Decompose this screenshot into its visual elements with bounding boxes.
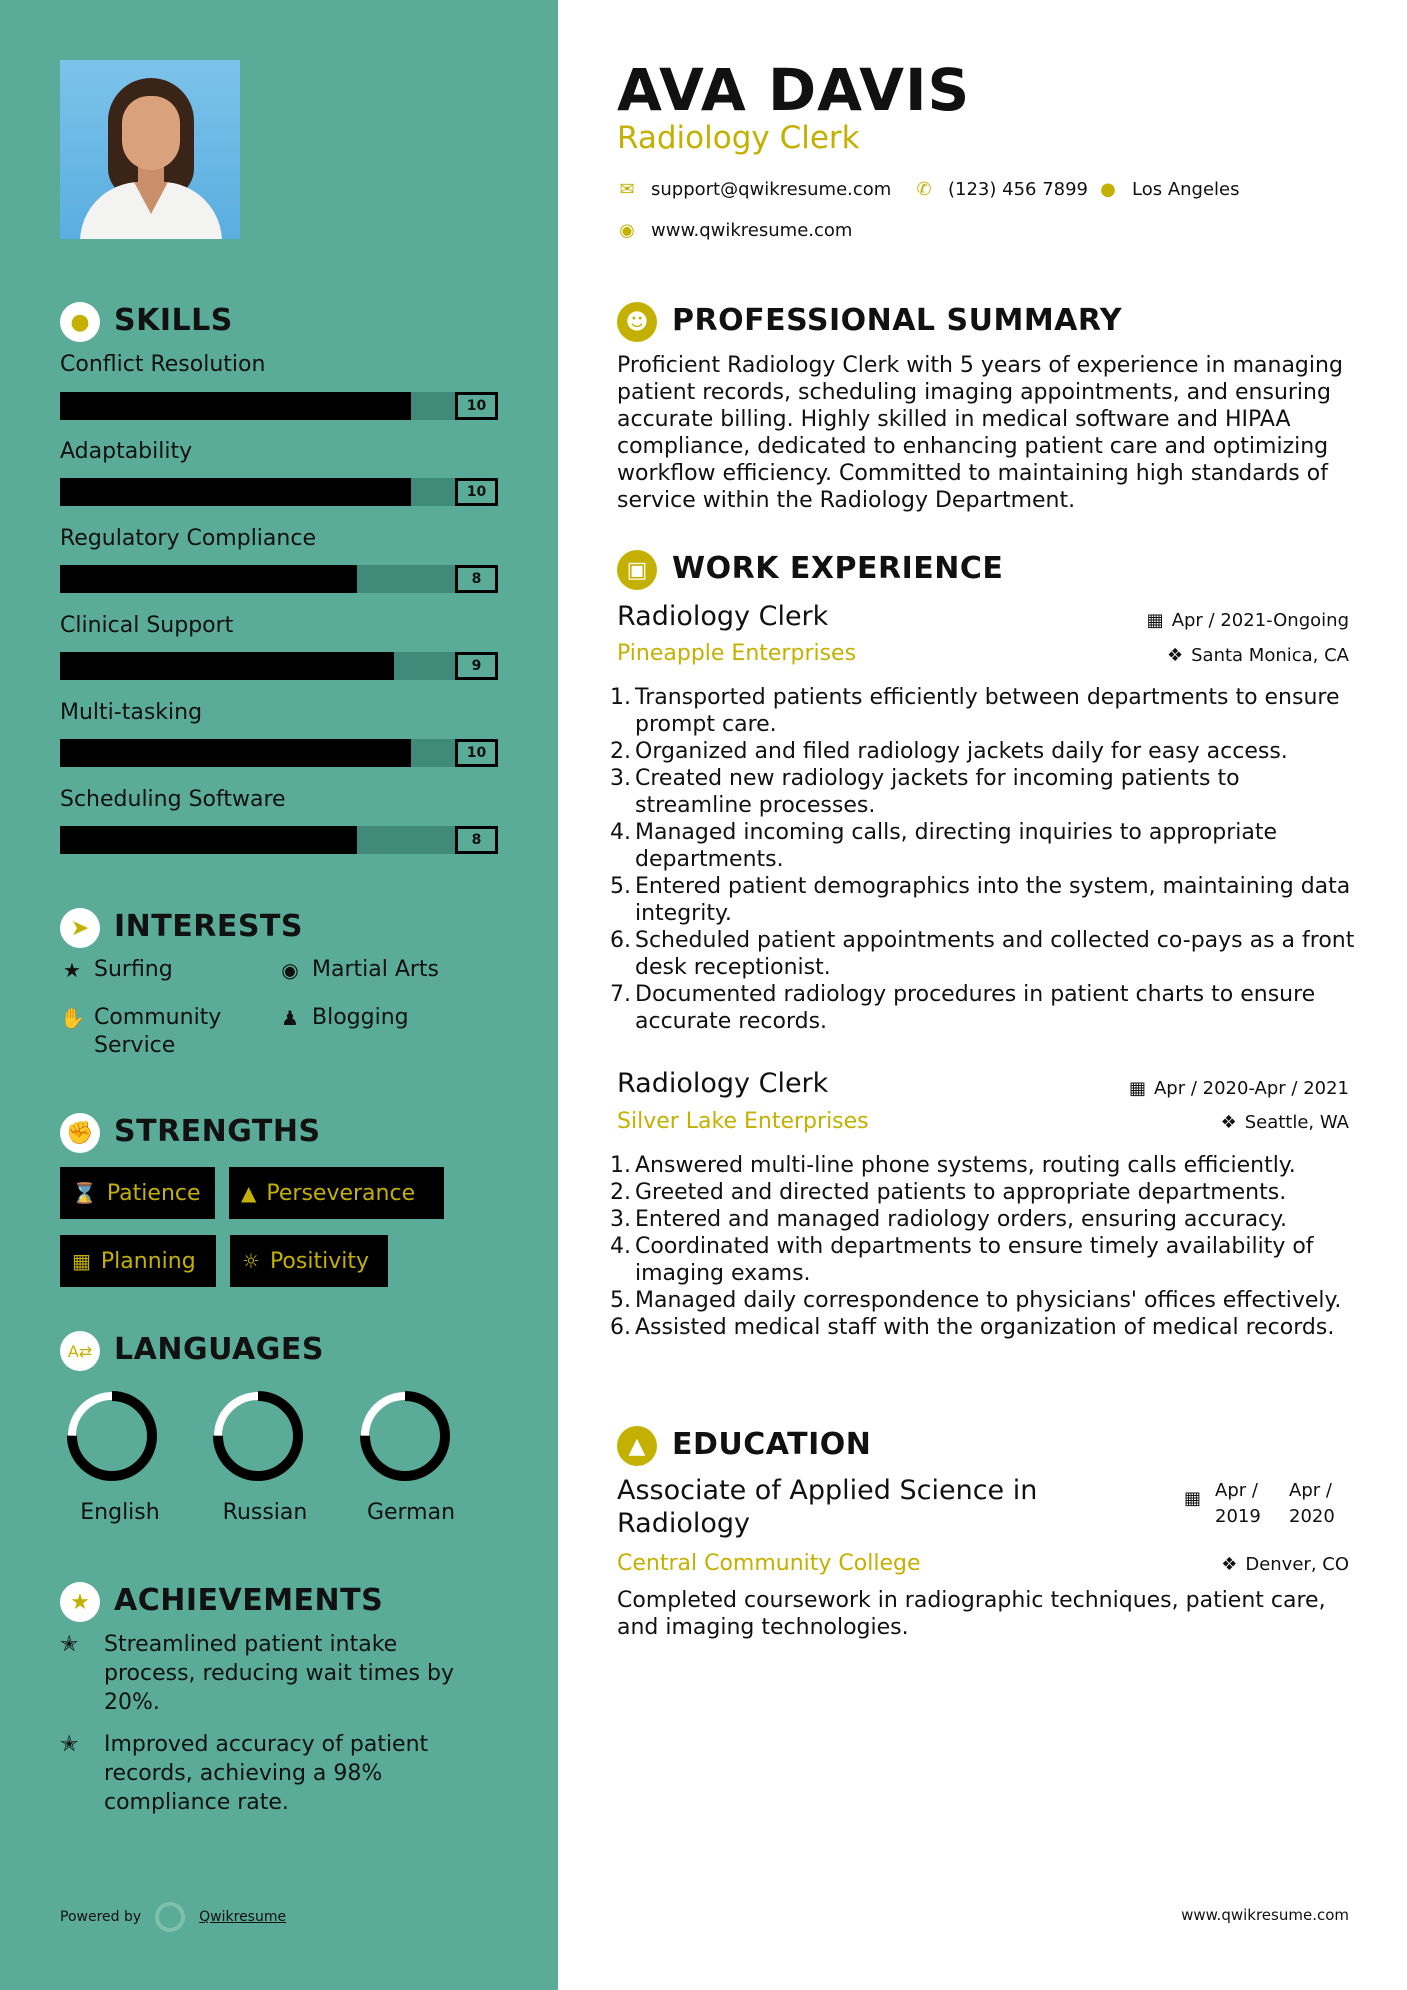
skill-name: Conflict Resolution (60, 352, 266, 377)
education-location (1221, 1554, 1349, 1575)
education-end: Apr / 2020 (1289, 1480, 1335, 1527)
candidate-name: AVA DAVIS (617, 56, 971, 124)
education-location-text: Denver, CO (1245, 1554, 1349, 1575)
globe-icon: ◉ (281, 958, 299, 982)
achievement-item (60, 1630, 480, 1717)
summary-heading: PROFESSIONAL SUMMARY (672, 303, 1123, 338)
achievement-item (60, 1730, 480, 1817)
interest-label: Martial Arts (312, 957, 440, 982)
location-text: Los Angeles (1132, 179, 1240, 200)
duty-item: Organized and filed radiology jackets daily for easy access. (635, 739, 1288, 764)
briefcase-icon: ▣ (617, 550, 657, 590)
contact-website[interactable] (617, 220, 852, 241)
duty-item: Entered and managed radiology orders, ensuring accuracy. (635, 1207, 1288, 1232)
candidate-role: Radiology Clerk (617, 120, 860, 156)
duty-item: Managed daily correspondence to physicians' offices effectively. (635, 1288, 1342, 1313)
duty-item: Managed incoming calls, directing inquiries to appropriate departments. (635, 820, 1278, 872)
skill-score: 10 (455, 478, 498, 506)
education-dates (1184, 1478, 1349, 1530)
strength-badge (60, 1235, 216, 1287)
skill-bar (60, 565, 498, 593)
interest-item (60, 956, 173, 984)
profile-photo (60, 60, 240, 239)
shooting-star-icon: ✭ (60, 1732, 79, 1757)
skill-score: 9 (455, 652, 498, 680)
skill-name: Multi-tasking (60, 700, 203, 725)
contact-email[interactable] (617, 179, 891, 200)
strength-label: Planning (100, 1248, 196, 1274)
paper-plane-icon: ➤ (60, 908, 100, 948)
job-dates (1147, 610, 1349, 631)
duty-item: Transported patients efficiently between departments to ensure prompt care. (635, 685, 1340, 737)
degree-title: Associate of Applied Science in Radiology (617, 1475, 1038, 1539)
job-duties (610, 684, 1360, 1035)
star-badge-icon: ★ (60, 1582, 100, 1622)
qwikresume-logo-icon (155, 1902, 185, 1932)
fist-icon: ✊ (60, 1113, 100, 1153)
interest-item (60, 1004, 260, 1060)
skill-name: Scheduling Software (60, 787, 286, 812)
sidebar (0, 0, 558, 1990)
language-ring-russian (212, 1390, 304, 1482)
duty-item: Assisted medical staff with the organization of medical records. (635, 1315, 1335, 1340)
strength-label: Perseverance (266, 1180, 416, 1206)
summary-text: Proficient Radiology Clerk with 5 years of experience in managing patient records, scheduling imaging appointments, and ensuring accurate billing. Highly skilled in medical software and HIPAA compliance, dedicated to enhancing patient care and optimizing workflow efficiency. Committed to maintaining high standards of service within the Radiology Department. (617, 353, 1343, 513)
interest-label: Surfing (94, 957, 173, 982)
job-title: Radiology Clerk (617, 601, 829, 632)
skill-bar (60, 652, 498, 680)
hourglass-icon: ⌛ (72, 1181, 97, 1205)
strength-badge (229, 1167, 444, 1219)
company-name: Silver Lake Enterprises (617, 1109, 869, 1134)
calendar-icon: ▦ (1146, 610, 1164, 631)
shooting-star-icon: ✭ (60, 1632, 79, 1657)
star-icon: ★ (63, 958, 81, 982)
skill-name: Clinical Support (60, 613, 234, 638)
interest-label: Blogging (312, 1005, 409, 1030)
skill-bar (60, 739, 498, 767)
company-name: Pineapple Enterprises (617, 641, 857, 666)
achievements-heading: ACHIEVEMENTS (114, 1583, 384, 1618)
job-location-text: Santa Monica, CA (1191, 645, 1349, 666)
experience-heading: WORK EXPERIENCE (672, 551, 1004, 586)
interests-heading: INTERESTS (114, 909, 303, 944)
hand-icon: ✋ (60, 1006, 85, 1030)
duty-item: Scheduled patient appointments and collected co-pays as a front desk receptionist. (635, 928, 1355, 980)
phone-text: (123) 456 7899 (948, 179, 1089, 200)
skill-bar (60, 478, 498, 506)
job-dates-text: Apr / 2021-Ongoing (1171, 610, 1349, 631)
interest-item (278, 956, 439, 984)
job-location (1221, 1112, 1349, 1133)
duty-item: Created new radiology jackets for incoming patients to streamline processes. (635, 766, 1240, 818)
sun-icon: ☼ (242, 1249, 260, 1273)
powered-by (60, 1902, 286, 1932)
duty-item: Documented radiology procedures in patient charts to ensure accurate records. (635, 982, 1316, 1034)
skill-name: Regulatory Compliance (60, 526, 316, 551)
job-title: Radiology Clerk (617, 1068, 829, 1099)
language-ring-english (66, 1390, 158, 1482)
users-icon: ♟ (281, 1006, 299, 1030)
school-name: Central Community College (617, 1551, 921, 1576)
skill-bar (60, 392, 498, 420)
strength-label: Patience (106, 1180, 201, 1206)
skill-score: 10 (455, 739, 498, 767)
skill-name: Adaptability (60, 439, 193, 464)
duty-item: Coordinated with departments to ensure timely availability of imaging exams. (635, 1234, 1314, 1286)
skill-score: 8 (455, 565, 498, 593)
user-icon: ☻ (617, 302, 657, 342)
language-icon: A⇄ (60, 1331, 100, 1371)
pin-icon: ❖ (1220, 1112, 1237, 1133)
language-name: English (80, 1500, 160, 1525)
skill-score: 10 (455, 392, 498, 420)
globe-icon: ◉ (619, 220, 635, 241)
skill-bar (60, 826, 498, 854)
strength-badge (230, 1235, 388, 1287)
calendar-icon: ▦ (1128, 1078, 1146, 1099)
language-name: German (366, 1500, 456, 1525)
pin-icon: ❖ (1166, 645, 1184, 666)
contact-phone[interactable] (914, 179, 1088, 200)
skill-score: 8 (455, 826, 498, 854)
skills-heading: SKILLS (114, 303, 233, 338)
education-heading: EDUCATION (672, 1427, 872, 1462)
website-text: www.qwikresume.com (651, 220, 853, 241)
strength-label: Positivity (269, 1248, 369, 1274)
graduation-icon: ▲ (617, 1426, 657, 1466)
contact-location (1098, 179, 1240, 200)
strength-badge (60, 1167, 215, 1219)
job-location-text: Seattle, WA (1244, 1112, 1349, 1133)
interest-item (278, 1004, 409, 1032)
job-location (1167, 645, 1349, 666)
calendar-icon: ▦ (1183, 1488, 1201, 1509)
duty-item: Greeted and directed patients to appropriate departments. (635, 1180, 1287, 1205)
achievement-text: Streamlined patient intake process, reducing wait times by 20%. (104, 1632, 454, 1715)
education-start: Apr / 2019 (1215, 1480, 1261, 1527)
map-pin-icon: ● (1100, 179, 1116, 200)
road-icon: ▲ (241, 1181, 257, 1205)
language-name: Russian (222, 1500, 308, 1525)
powered-brand-link[interactable]: Qwikresume (199, 1909, 287, 1925)
duty-item: Answered multi-line phone systems, routing calls efficiently. (635, 1153, 1296, 1178)
pin-icon: ❖ (1221, 1554, 1238, 1575)
strengths-heading: STRENGTHS (114, 1114, 321, 1149)
calendar-icon: ▦ (72, 1249, 91, 1273)
powered-label: Powered by (60, 1909, 142, 1925)
email-text: support@qwikresume.com (651, 179, 892, 200)
lightbulb-icon: ● (60, 302, 100, 342)
job-dates (1129, 1078, 1349, 1099)
job-dates-text: Apr / 2020-Apr / 2021 (1153, 1078, 1349, 1099)
duty-item: Entered patient demographics into the system, maintaining data integrity. (635, 874, 1351, 926)
interest-label: Community Service (94, 1005, 222, 1058)
job-duties (610, 1152, 1360, 1341)
footer-url[interactable]: www.qwikresume.com (1181, 1906, 1349, 1924)
envelope-icon: ✉ (619, 179, 635, 200)
language-ring-german (359, 1390, 451, 1482)
achievement-text: Improved accuracy of patient records, achieving a 98% compliance rate. (104, 1732, 429, 1815)
phone-icon: ✆ (916, 179, 932, 200)
education-text: Completed coursework in radiographic techniques, patient care, and imaging technologies. (617, 1588, 1326, 1640)
languages-heading: LANGUAGES (114, 1332, 324, 1367)
